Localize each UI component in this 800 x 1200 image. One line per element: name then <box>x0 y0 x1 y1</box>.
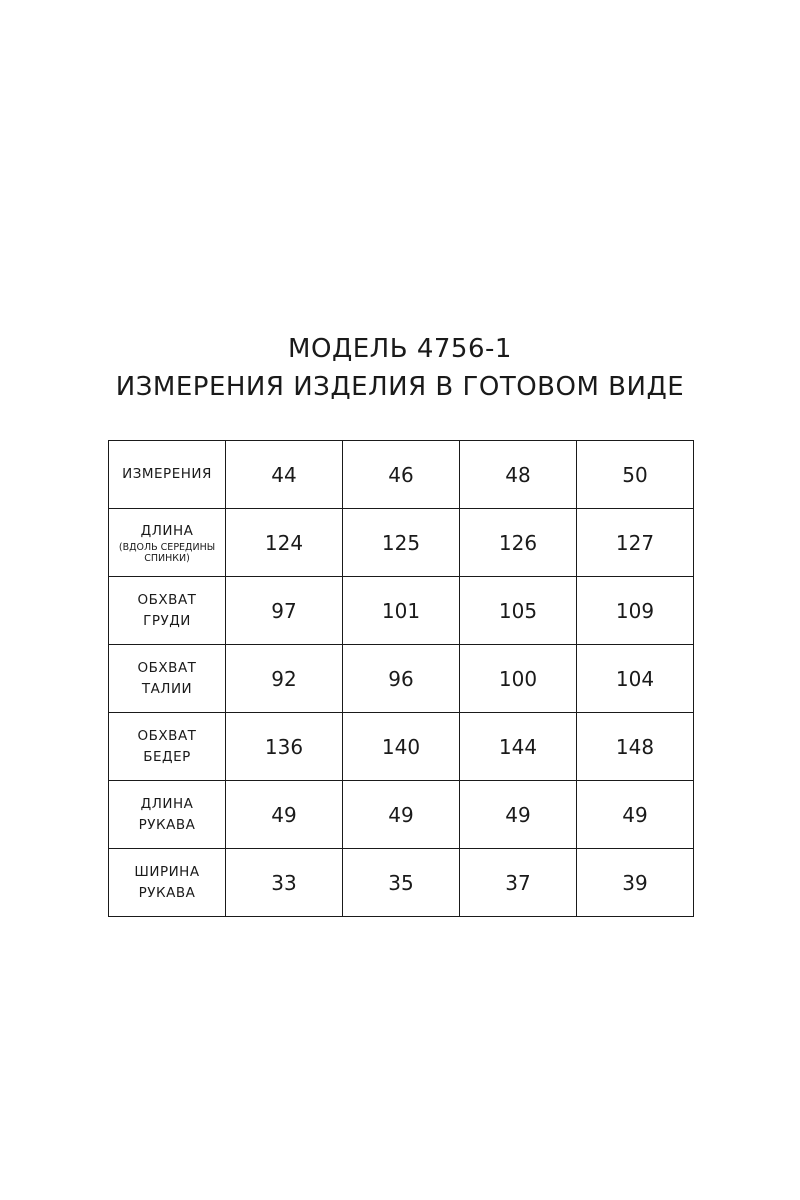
size-chart-table <box>108 440 694 917</box>
row-label-cell <box>109 509 226 577</box>
value-cell: 144 <box>460 713 577 781</box>
value-cell: 127 <box>577 509 694 577</box>
row-label-line2: РУКАВА <box>138 884 196 901</box>
table-row <box>109 849 694 917</box>
row-label-line2: ТАЛИИ <box>141 680 193 697</box>
value-cell: 101 <box>343 577 460 645</box>
value-cell: 49 <box>460 781 577 849</box>
row-label-line2: РУКАВА <box>138 816 196 833</box>
value-cell: 96 <box>343 645 460 713</box>
value-cell: 37 <box>460 849 577 917</box>
table-row <box>109 645 694 713</box>
row-label-cell <box>109 645 226 713</box>
row-label-line1: ШИРИНА <box>134 863 200 880</box>
value-cell: 39 <box>577 849 694 917</box>
model-title: МОДЕЛЬ 4756-1 <box>288 334 512 364</box>
page-subtitle: ИЗМЕРЕНИЯ ИЗДЕЛИЯ В ГОТОВОМ ВИДЕ <box>115 372 685 402</box>
value-cell: 126 <box>460 509 577 577</box>
value-cell: 97 <box>226 577 343 645</box>
header-label-cell: ИЗМЕРЕНИЯ <box>109 441 226 509</box>
value-cell: 100 <box>460 645 577 713</box>
table-row <box>109 781 694 849</box>
value-cell: 49 <box>343 781 460 849</box>
value-cell: 33 <box>226 849 343 917</box>
value-cell: 105 <box>460 577 577 645</box>
value-cell: 49 <box>577 781 694 849</box>
row-label-cell <box>109 781 226 849</box>
title-block <box>0 330 800 406</box>
row-label-cell <box>109 713 226 781</box>
value-cell: 140 <box>343 713 460 781</box>
value-cell: 125 <box>343 509 460 577</box>
table-row <box>109 713 694 781</box>
value-cell: 136 <box>226 713 343 781</box>
size-header-cell: 46 <box>343 441 460 509</box>
value-cell: 92 <box>226 645 343 713</box>
row-label-line1: ДЛИНА <box>140 795 194 812</box>
row-label-main: ДЛИНА <box>140 523 194 539</box>
value-cell: 35 <box>343 849 460 917</box>
value-cell: 104 <box>577 645 694 713</box>
row-label-line1: ОБХВАТ <box>137 727 197 744</box>
row-label-line1: ОБХВАТ <box>137 659 197 676</box>
value-cell: 109 <box>577 577 694 645</box>
row-label-cell <box>109 849 226 917</box>
row-label-cell <box>109 577 226 645</box>
table-header-row <box>109 441 694 509</box>
size-header-cell: 50 <box>577 441 694 509</box>
size-header-cell: 44 <box>226 441 343 509</box>
size-header-cell: 48 <box>460 441 577 509</box>
value-cell: 124 <box>226 509 343 577</box>
row-label-note: (ВДОЛЬ СЕРЕДИНЫ СПИНКИ) <box>118 542 216 564</box>
value-cell: 49 <box>226 781 343 849</box>
row-label-line2: ГРУДИ <box>143 612 191 629</box>
row-label-line2: БЕДЕР <box>143 748 191 765</box>
row-label-line1: ОБХВАТ <box>137 591 197 608</box>
value-cell: 148 <box>577 713 694 781</box>
table-row <box>109 577 694 645</box>
table-row <box>109 509 694 577</box>
